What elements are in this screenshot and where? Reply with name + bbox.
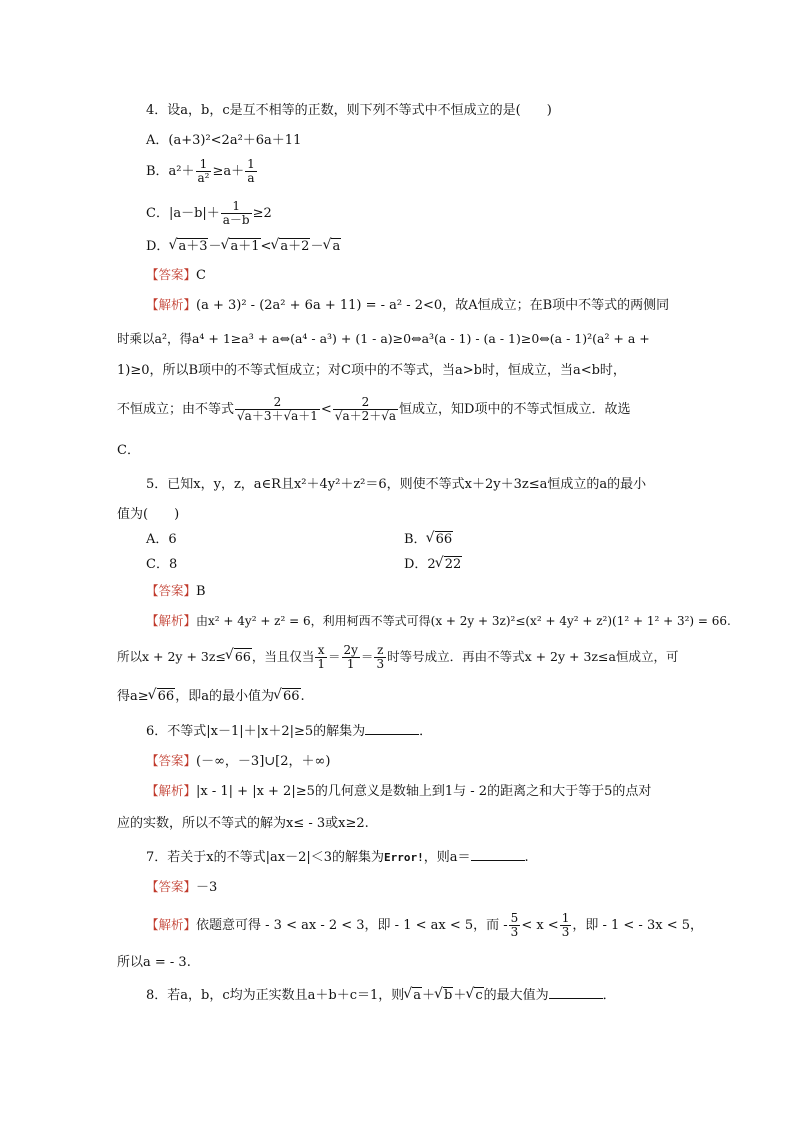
q5-stem-line2: 值为( ) <box>117 507 180 522</box>
q5-analysis-line1 <box>146 612 731 630</box>
radicand: b <box>444 988 453 1003</box>
stem-text: ． <box>602 988 616 1003</box>
op: < <box>260 239 272 254</box>
frac-den: 3 <box>561 925 570 939</box>
radicand: 66 <box>234 649 251 664</box>
q4-an-frac2 <box>333 396 398 423</box>
q4-c-frac <box>221 200 252 227</box>
q4-option-a: A．(a+3)²<2a²＋6a＋11 <box>146 133 302 148</box>
q5-option-c: C．8 <box>146 557 178 572</box>
q4-c-prefix: C．|a－b|＋ <box>146 206 220 221</box>
frac-den: √a＋3＋√a＋1 <box>237 409 318 423</box>
q4-b-prefix: B．a²＋ <box>146 164 195 179</box>
q5-option-a: A．6 <box>146 532 177 547</box>
frac-den: 1 <box>317 657 325 671</box>
stem-text: 的最大值为 <box>483 988 549 1003</box>
analysis-text: 依题意可得 - 3 < ax - 2 < 3，即 - 1 < ax < 5，而 - <box>196 918 508 933</box>
q5-stem-line1: 5．已知x，y，z，a∈R且x²＋4y²＋z²＝6，则使不等式x＋2y＋3z≤a恒成立的a的最小 <box>146 477 647 492</box>
option-prefix: D．2 <box>404 557 436 572</box>
q4-b-mid: ≥a＋ <box>212 164 245 179</box>
stem-text: 8．若a，b，c均为正实数且a＋b＋c＝1，则 <box>146 988 405 1003</box>
frac-num: 2 <box>333 396 398 410</box>
q5-an-frac1 <box>315 644 327 671</box>
stem-text: 6．不等式|x－1|＋|x＋2|≥5的解集为 <box>146 724 366 739</box>
frac-num: 1 <box>196 158 212 172</box>
analysis-text: 不恒成立；由不等式 <box>117 402 235 417</box>
q6-stem <box>146 722 432 741</box>
op: < <box>320 402 332 417</box>
analysis-text: (a + 3)² - (2a² + 6a + 11) = - a² - 2<0，故A恒成立；在B项中不等式的两侧同 <box>196 298 670 313</box>
q4-analysis-line2: 时乘以a²，得a⁴ + 1≥a³ + a⇔(a⁴ - a³) + (1 - a)≥0⇔a³(a - 1) - (a - 1)≥0⇔(a - 1)²(a² + a + <box>117 331 650 346</box>
analysis-text: < x < <box>521 918 559 933</box>
frac-den: 3 <box>376 657 385 671</box>
q6-analysis-line2: 应的实数，所以不等式的解为x≤ - 3或x≥2. <box>117 816 369 831</box>
q4-d-prefix: D． <box>146 239 170 254</box>
answer-value: (－∞，－3]∪[2，＋∞) <box>196 754 331 769</box>
op: ＋ <box>453 988 467 1003</box>
analysis-tag: 【解析】 <box>146 613 197 628</box>
answer-tag: 【答案】 <box>146 753 197 768</box>
q4-option-d <box>146 238 341 256</box>
answer-blank[interactable] <box>365 722 419 735</box>
stem-text: ，则a＝ <box>423 850 471 865</box>
answer-tag: 【答案】 <box>146 879 197 894</box>
frac-num: 2y <box>343 643 358 657</box>
q4-option-b <box>146 158 258 185</box>
q5-analysis-line2 <box>117 644 678 671</box>
radicand: 22 <box>444 557 462 572</box>
answer-value: －3 <box>196 880 218 895</box>
q4-an-frac1 <box>235 396 320 423</box>
frac-den: 3 <box>510 925 519 939</box>
sqrt <box>466 987 483 1005</box>
sqrt <box>435 987 453 1005</box>
q4-b-frac1 <box>196 158 212 185</box>
q4-b-frac2 <box>245 158 257 185</box>
frac-num: 1 <box>221 200 252 214</box>
sqrt <box>427 531 454 549</box>
q4-answer <box>146 266 206 285</box>
radicand: a <box>413 988 422 1003</box>
q5-analysis-line3 <box>117 688 305 706</box>
radicand: c <box>475 988 483 1003</box>
radicand: a <box>332 239 341 254</box>
frac-num: x <box>315 644 327 658</box>
q4-analysis-line5: C． <box>117 443 140 458</box>
q7-answer <box>146 878 217 897</box>
analysis-text: 得a≥ <box>117 689 149 704</box>
analysis-tag: 【解析】 <box>146 297 197 312</box>
frac-den: √a＋2＋√a <box>334 409 397 423</box>
q7-an-frac2 <box>560 912 572 939</box>
sqrt <box>323 238 341 256</box>
frac-num: 2 <box>235 396 320 410</box>
answer-blank[interactable] <box>549 986 603 999</box>
op: － <box>310 239 324 254</box>
answer-value: B <box>196 584 206 599</box>
q6-analysis-line1 <box>146 782 651 801</box>
op: － <box>208 239 222 254</box>
radicand: 66 <box>435 532 453 547</box>
analysis-text: 所以x + 2y + 3z≤ <box>117 649 226 664</box>
analysis-text: ，当且仅当 <box>251 649 315 664</box>
q6-answer <box>146 752 330 771</box>
sqrt <box>404 987 422 1005</box>
q4-option-c <box>146 200 272 227</box>
answer-tag: 【答案】 <box>146 583 197 598</box>
answer-value: C <box>196 268 206 283</box>
q7-an-frac1 <box>509 912 521 939</box>
radicand: a＋3 <box>178 239 208 254</box>
q4-analysis-line3: 1)≥0，所以B项中的不等式恒成立；对C项中的不等式，当a>b时，恒成立，当a<b时， <box>117 363 626 378</box>
frac-den: 1 <box>346 657 355 671</box>
sqrt <box>274 688 301 706</box>
analysis-text: . <box>300 689 305 704</box>
sqrt <box>149 688 176 706</box>
sqrt <box>271 238 310 256</box>
q4-stem: 4．设a，b，c是互不相等的正数，则下列不等式中不恒成立的是( ) <box>146 103 552 118</box>
radicand: a＋2 <box>280 239 310 254</box>
stem-text: ． <box>419 724 433 739</box>
analysis-text: 时等号成立．再由不等式x + 2y + 3z≤a恒成立，可 <box>387 649 679 664</box>
q8-stem <box>146 986 616 1005</box>
analysis-text: ，即a的最小值为 <box>175 689 274 704</box>
answer-blank[interactable] <box>471 848 525 861</box>
analysis-tag: 【解析】 <box>146 917 197 932</box>
op: ＝ <box>327 649 341 664</box>
q7-analysis-line1 <box>146 912 703 939</box>
op: ＝ <box>360 649 374 664</box>
analysis-tag: 【解析】 <box>146 783 197 798</box>
frac-den: a² <box>197 171 210 185</box>
op: ＋ <box>422 988 436 1003</box>
analysis-text: ，即 - 1 < - 3x < 5， <box>572 918 703 933</box>
q4-c-suffix: ≥2 <box>252 206 272 221</box>
q4-analysis-line1 <box>146 296 669 315</box>
answer-tag: 【答案】 <box>146 267 197 282</box>
sqrt <box>226 648 252 666</box>
q5-an-frac2 <box>342 644 360 671</box>
q4-analysis-line4 <box>117 396 630 423</box>
q5-an-frac3 <box>374 644 386 671</box>
error-field: Error! <box>384 851 424 864</box>
stem-text: . <box>524 850 529 865</box>
analysis-text: 恒成立，知D项中的不等式恒成立．故选 <box>399 402 631 417</box>
q5-option-b <box>404 531 453 549</box>
frac-num: 1 <box>561 911 570 925</box>
sqrt <box>221 238 260 256</box>
q5-answer <box>146 582 206 601</box>
q7-stem <box>146 848 529 867</box>
frac-num: 1 <box>247 157 255 171</box>
q5-option-d <box>404 556 462 574</box>
radicand: 66 <box>157 689 175 704</box>
frac-den: a－b <box>222 213 250 227</box>
sqrt <box>169 238 208 256</box>
radicand: a＋1 <box>230 239 260 254</box>
frac-num: 5 <box>510 911 519 925</box>
frac-num: z <box>374 644 386 658</box>
radicand: 66 <box>282 689 300 704</box>
analysis-text: 由x² + 4y² + z² = 6，利用柯西不等式可得(x + 2y + 3z)²≤(x² + 4y² + z²)(1² + 1² + 3²) = 66. <box>196 614 731 628</box>
analysis-text: |x - 1| + |x + 2|≥5的几何意义是数轴上到1与 - 2的距离之和大于等于5的点对 <box>196 784 652 799</box>
sqrt <box>436 556 463 574</box>
frac-den: a <box>247 171 255 185</box>
stem-text: 7．若关于x的不等式|ax－2|＜3的解集为 <box>146 850 384 865</box>
q7-analysis-line2: 所以a = - 3. <box>117 955 191 970</box>
option-prefix: B． <box>404 532 427 547</box>
